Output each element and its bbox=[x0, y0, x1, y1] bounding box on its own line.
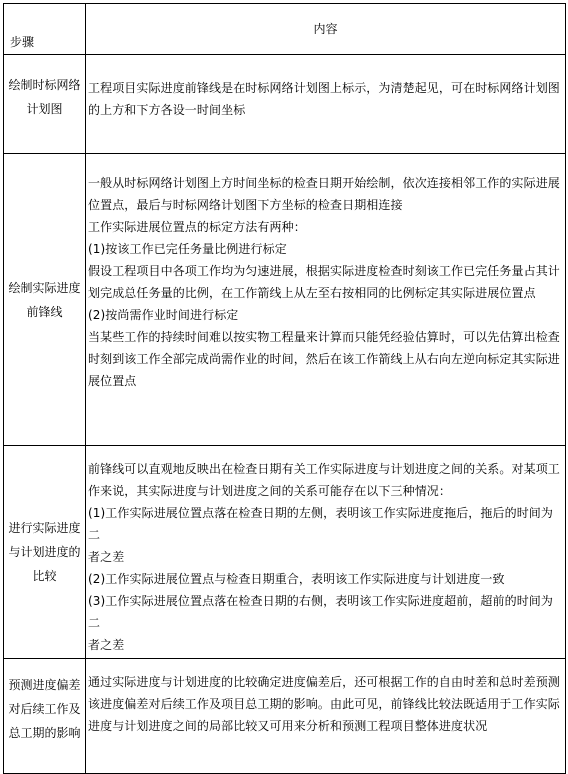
header-content: 内容 bbox=[86, 4, 566, 55]
content-line: 划完成总任务量的比例，在工作箭线上从左至右按相同的比例标定其实际进展位置点 bbox=[88, 286, 536, 300]
content-line: (2)按尚需作业时间进行标定 bbox=[88, 308, 239, 322]
step-label-line: 对后续工作及 bbox=[8, 702, 81, 716]
content-line: 通过实际进度与计划进度的比较确定进度偏差后，还可根据工作的自由时差和总时差预测 bbox=[88, 675, 560, 689]
content-line: (1)按该工作已完任务量比例进行标定 bbox=[88, 242, 287, 256]
step-label-line: 预测进度偏差 bbox=[8, 678, 81, 692]
content-line: 者之差 bbox=[88, 638, 125, 652]
table-header-row bbox=[4, 4, 566, 55]
table-row bbox=[4, 659, 566, 774]
content-line: (2)工作实际进展位置点与检查日期重合，表明该工作实际进度与计划进度一致 bbox=[88, 572, 505, 586]
content-line: 前锋线可以直观地反映出在检查日期有关工作实际进度与计划进度之间的关系。对某项工 bbox=[88, 462, 560, 476]
table-row bbox=[4, 446, 566, 659]
content-line: 当某些工作的持续时间难以按实物工程量来计算而只能凭经验估算时，可以先估算出检查 bbox=[88, 330, 560, 344]
step-label-line: 绘制实际进度 bbox=[8, 280, 81, 295]
step-label-line: 绘制时标网络 bbox=[8, 78, 81, 92]
content-cell bbox=[86, 154, 566, 446]
step-label-line: 与计划进度的 bbox=[8, 545, 81, 559]
content-line: (1)工作实际进展位置点落在检查日期的左侧，表明该工作实际进度拖后，拖后的时间为二 bbox=[88, 506, 554, 542]
step-cell bbox=[4, 55, 86, 154]
content-line: (3)工作实际进展位置点落在检查日期的右侧，表明该工作实际进度超前，超前的时间为二 bbox=[88, 594, 554, 630]
content-line: 进度与计划进度之间的局部比较又可用来分析和预测工程项目整体进度状况 bbox=[88, 719, 488, 733]
step-label-line: 前锋线 bbox=[26, 304, 63, 319]
content-line: 者之差 bbox=[88, 550, 125, 564]
content-cell bbox=[86, 446, 566, 659]
step-label-line: 计划图 bbox=[26, 102, 63, 116]
table-row bbox=[4, 55, 566, 154]
content-line: 一般从时标网络计划图上方时间坐标的检查日期开始绘制，依次连接相邻工作的实际进展 bbox=[88, 176, 560, 190]
step-label-line: 进行实际进度 bbox=[8, 521, 81, 535]
content-line: 位置点，最后与时标网络计划图下方坐标的检查日期相连接 bbox=[88, 198, 403, 212]
content-line: 工程项目实际进度前锋线是在时标网络计划图上标示，为清楚起见，可在时标网络计划图 bbox=[88, 81, 560, 95]
content-line: 假设工程项目中各项工作均为匀速进展，根据实际进度检查时刻该工作已完任务量占其计 bbox=[88, 264, 560, 278]
step-cell bbox=[4, 659, 86, 774]
content-line: 展位置点 bbox=[88, 374, 137, 388]
content-line: 的上方和下方各设一时间坐标 bbox=[88, 103, 246, 117]
content-line: 工作实际进展位置点的标定方法有两种： bbox=[88, 220, 306, 234]
content-cell bbox=[86, 55, 566, 154]
content-line: 作来说，其实际进度与计划进度之间的关系可能存在以下三种情况： bbox=[88, 484, 452, 498]
step-label-line: 总工期的影响 bbox=[8, 726, 81, 740]
progress-frontline-table bbox=[3, 3, 566, 774]
step-cell bbox=[4, 446, 86, 659]
step-cell bbox=[4, 154, 86, 446]
content-line: 时刻到该工作全部完成尚需作业的时间，然后在该工作箭线上从右向左逆向标定其实际进 bbox=[88, 352, 560, 366]
content-line: 该进度偏差对后续工作及项目总工期的影响。由此可见，前锋线比较法既适用于工作实际 bbox=[88, 697, 560, 711]
table-row bbox=[4, 154, 566, 446]
content-cell bbox=[86, 659, 566, 774]
step-label-line: 比较 bbox=[32, 569, 57, 583]
header-step: 步骤 bbox=[4, 4, 86, 55]
